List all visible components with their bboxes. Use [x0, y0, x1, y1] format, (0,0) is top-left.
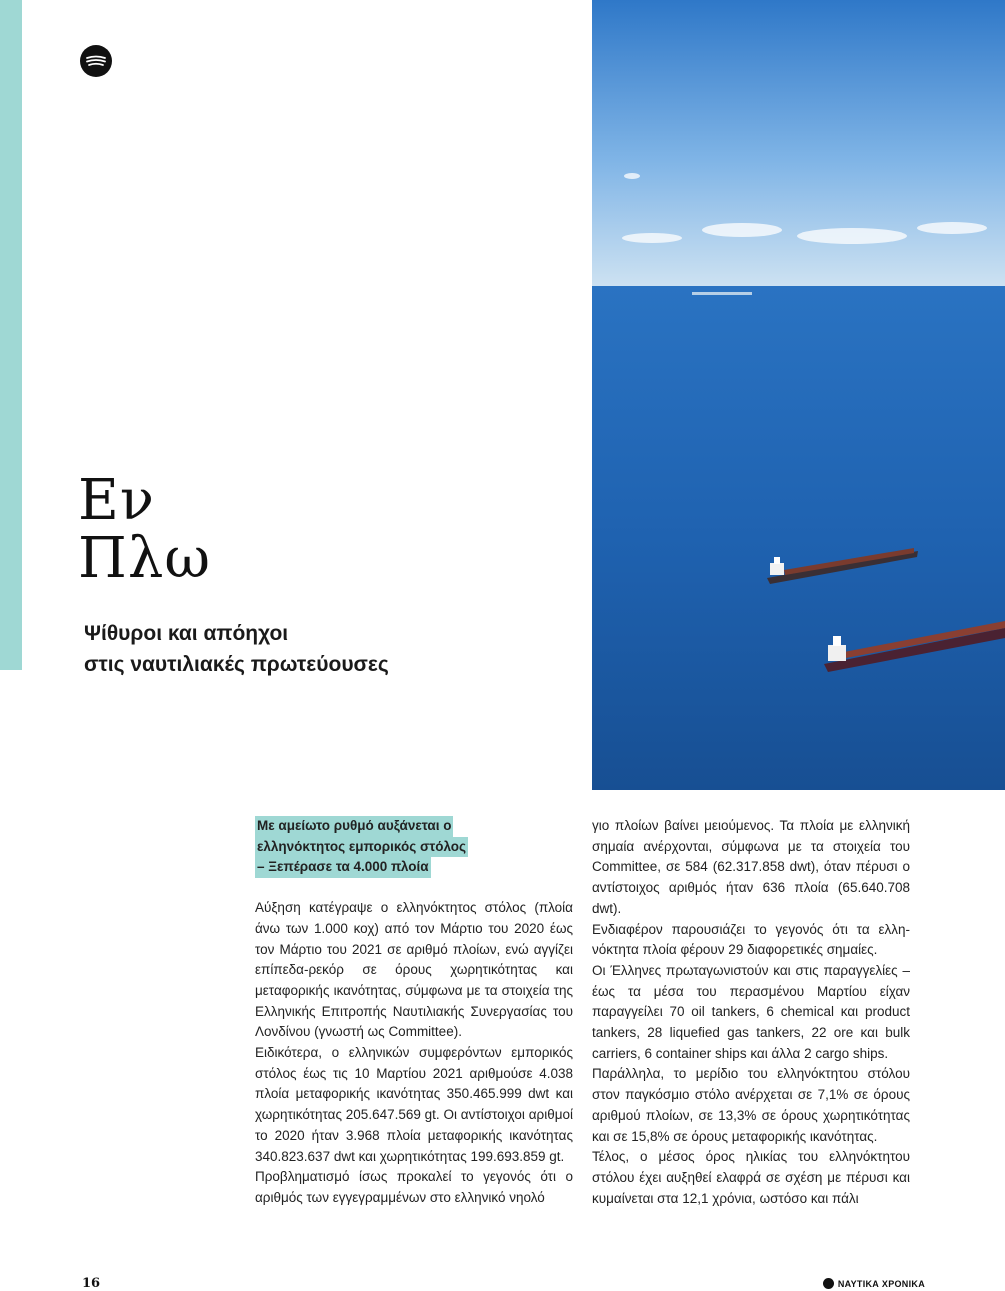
section-title-line: Πλω — [78, 526, 211, 591]
paragraph: Αύξηση κατέγραψε ο ελληνόκτητος στόλος (πλοία άνω των 1.000 κοχ) από τον Μάρτιο του 2020 έως τον Μάρτιο του 2021 σε αριθμό πλοίων, ενώ αγγίζει επίπεδα-ρεκόρ σε όρους χωρητικότητας και μεταφορικής ικανότητας, σύμφωνα με τα στοιχεία της Ελληνικής Επιτροπής Ναυτιλιακής Συνεργασίας του Λονδίνου (γνωστή ως Committee). — [255, 900, 573, 1040]
paragraph: Οι Έλληνες πρωταγωνιστούν και στις παραγγελίες – έως τα μέσα του περασμένου Μαρτίου είχαν παραγγείλει 70 oil tankers, 6 chemical και product tankers, 28 liquefied gas tankers, 22 ore και bulk carriers, 6 container ships και άλλα 2 cargo ships. — [592, 962, 910, 1061]
footer-brand — [823, 1278, 925, 1289]
paragraph: Ειδικότερα, ο ελληνικών συμφερόντων εμπορικός στόλος έως τις 10 Μαρτίου 2021 αριθμούσε 4.038 πλοία μεταφορικής ικανότητας 350.465.999 dwt και χωρητικότητας 205.647.569 gt. Οι αντίστοιχοι αριθμοί το 2020 ήταν 3.968 πλοία μεταφορικής ικανότητας 340.823.637 dwt και χωρητικότητας 199.693.859 gt. — [255, 1045, 573, 1164]
paragraph: Ενδιαφέρον παρουσιάζει το γεγονός ότι τα ελληνόκτητα πλοία φέρουν 29 διαφορετικές σημαίες. — [592, 921, 910, 958]
article-column-left — [255, 816, 573, 1209]
section-logo-icon — [80, 45, 112, 77]
section-title-line: Εν — [78, 468, 155, 533]
section-subtitle — [84, 618, 389, 680]
sea-ships-photo — [592, 0, 1005, 790]
paragraph: Παράλληλα, το μερίδιο του ελληνόκτητου στόλου στον παγκόσμιο στόλο ανέρχεται σε 7,1% σε όρους αριθμού πλοίων, σε 13,3% σε όρους χωρητικότητας και σε 15,8% σε όρους μεταφορικής ικανότητας. — [592, 1066, 910, 1144]
lead-line: Με αμείωτο ρυθμό αυξάνεται ο — [255, 816, 453, 837]
page-number: 16 — [82, 1276, 101, 1291]
paragraph: γιο πλοίων βαίνει μειούμενος. Τα πλοία με ελληνική σημαία ανέρχονται, σύμφωνα με τα στοιχεία του Committee, σε 584 (62.317.858 dwt), όταν πέρυσι ο αντίστοιχος αριθμός ήταν 636 πλοία (65.640.708 dwt). — [592, 818, 910, 916]
lead-line: ελληνόκτητος εμπορικός στόλος — [255, 837, 468, 858]
brand-name: ΝΑΥΤΙΚΑ ΧΡΟΝΙΚΑ — [837, 1278, 925, 1289]
brand-logo-icon — [823, 1278, 834, 1289]
section-title — [78, 468, 211, 591]
paragraph: Τέλος, ο μέσος όρος ηλικίας του ελληνόκτητου στόλου έχει αυξηθεί ελαφρά σε σχέση με πέρυσι και κυμαίνεται στα 12,1 χρόνια, ωστόσο και πάλι — [592, 1149, 910, 1206]
subtitle-line: στις ναυτιλιακές πρωτεύουσες — [84, 653, 389, 676]
subtitle-line: Ψίθυροι και απόηχοι — [84, 622, 289, 645]
article-column-right — [592, 816, 910, 1209]
accent-bar — [0, 0, 22, 670]
article-lead — [255, 816, 573, 878]
lead-line: – Ξεπέρασε τα 4.000 πλοία — [255, 857, 431, 878]
paragraph: Προβληματισμό ίσως προκαλεί το γεγονός ότι ο αριθμός των εγγεγραμμένων στο ελληνικό νηολό — [255, 1169, 573, 1205]
